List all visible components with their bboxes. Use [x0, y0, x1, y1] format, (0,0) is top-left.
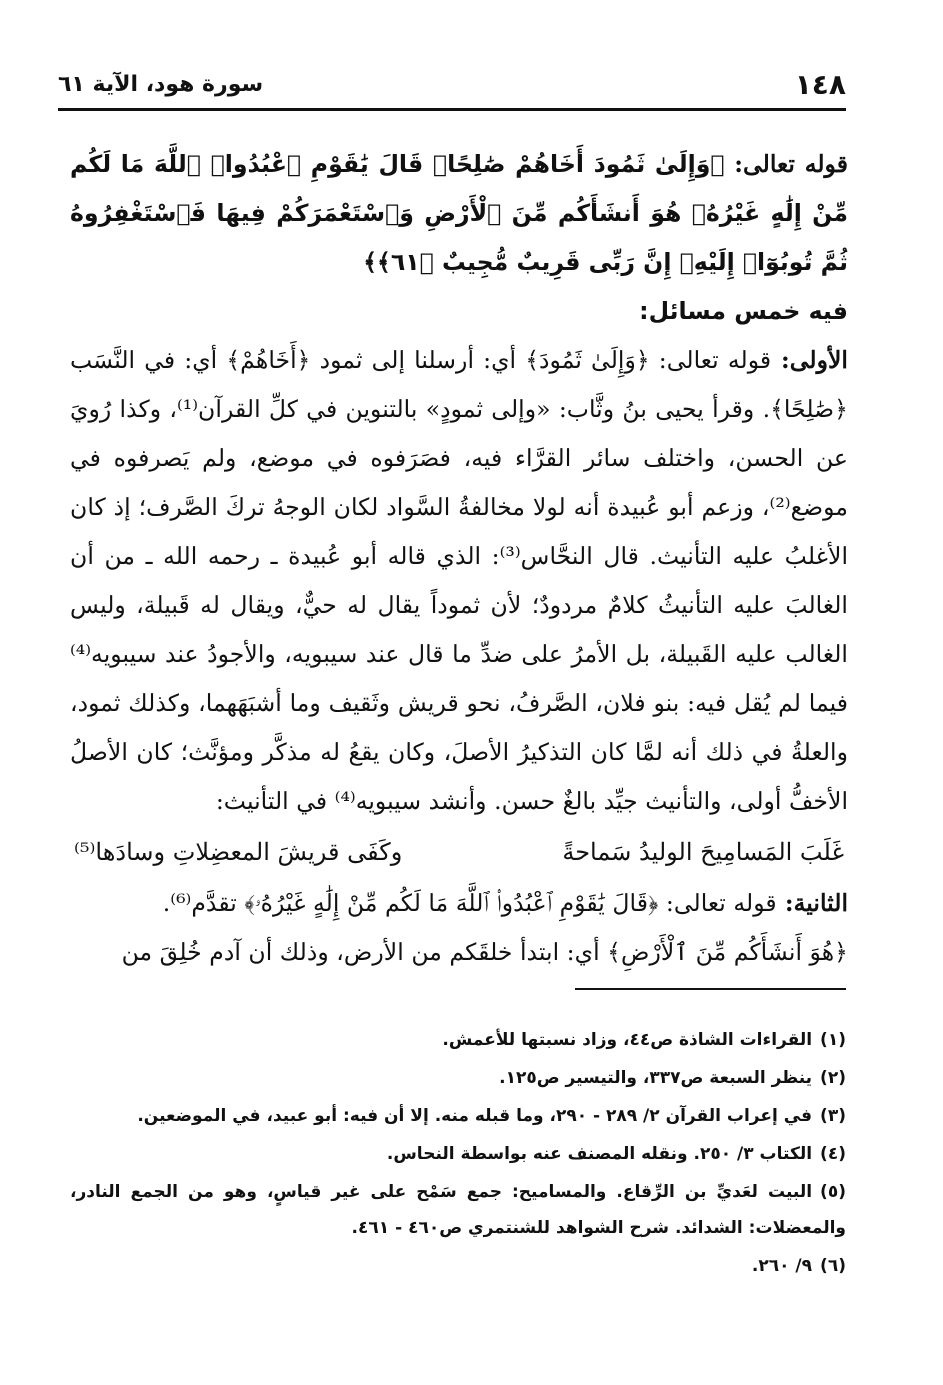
poetry-first-hemistich: غَلَبَ المَسامِيحَ الوليدُ سَماحةً — [562, 838, 844, 866]
third-paragraph-text: ﴿هُوَ أَنشَأَكُم مِّنَ ٱلْأَرْضِ﴾ أي: ابتدأ خلقَكم من الأرض، وذلك أن آدم خُلِقَ من — [121, 938, 848, 966]
footnote-text: الكتاب ٣/ ٢٥٠. ونقله المصنف عنه بواسطة النحاس. — [386, 1144, 813, 1164]
main-text — [70, 140, 848, 977]
second-issue-text: قوله تعالى: ﴿قَالَ يَٰقَوْمِ ٱعْبُدُوا۟ ٱللَّهَ مَا لَكُم مِّنْ إِلَٰهٍ غَيْرُهُۥ﴾ تقدَّم⁽⁶⁾. — [162, 889, 777, 917]
verse-paragraph — [70, 140, 848, 287]
footnote-number: (٤) — [820, 1144, 846, 1164]
first-issue-paragraph — [70, 336, 848, 826]
footnote-2 — [70, 1060, 846, 1096]
quran-verse: ﴿وَإِلَىٰ ثَمُودَ أَخَاهُمْ صَٰلِحًاۚ قَالَ يَٰقَوْمِ ٱعْبُدُوا۟ ٱللَّهَ مَا لَكُم مِّنْ إِلَٰهٍ غَيْرُهُۥ هُوَ أَنشَأَكُم مِّنَ ٱلْأَرْضِ وَٱسْتَعْمَرَكُمْ فِيهَا فَٱسْتَغْفِرُوهُ ثُمَّ تُوبُوٓا۟ إِلَيْهِۚ إِنَّ رَبِّى قَرِيبٌ مُّجِيبٌ ﴿٦١﴾﴾ — [70, 150, 848, 276]
issues-heading: فيه خمس مسائل: — [639, 297, 848, 325]
page-number: ١٤٨ — [794, 67, 846, 101]
footnote-number: (٦) — [820, 1256, 846, 1276]
verse-label: قوله تعالى: — [724, 150, 848, 178]
second-issue-label: الثانية: — [776, 889, 848, 917]
footnote-text: في إعراب القرآن ٢/ ٢٨٩ - ٢٩٠، وما قبله منه. إلا أن فيه: أبو عبيد، في الموضعين. — [137, 1106, 813, 1126]
footnote-6 — [70, 1248, 846, 1284]
footnote-text: ينظر السبعة ص٣٣٧، والتيسير ص١٢٥. — [499, 1068, 813, 1088]
footnote-number: (١) — [820, 1030, 846, 1050]
footnote-text: ٩/ ٢٦٠. — [751, 1256, 813, 1276]
footnote-separator — [575, 988, 846, 990]
footnote-number: (٥) — [820, 1182, 846, 1202]
poetry-second-hemistich: وكَفَى قريشَ المعضِلاتِ وسادَها⁽⁵⁾ — [74, 838, 403, 866]
page-header — [58, 62, 846, 106]
footnote-1 — [70, 1022, 846, 1058]
footnote-number: (٢) — [820, 1068, 846, 1088]
footnotes — [70, 1022, 846, 1286]
footnote-3 — [70, 1098, 846, 1134]
first-issue-label: الأولى: — [771, 346, 848, 374]
footnote-4 — [70, 1136, 846, 1172]
poetry-verse — [70, 828, 848, 877]
header-rule — [58, 108, 846, 111]
footnote-5 — [70, 1174, 846, 1246]
footnote-number: (٣) — [820, 1106, 846, 1126]
first-issue-text: قوله تعالى: ﴿وَإِلَىٰ ثَمُودَ﴾ أي: أرسلنا إلى ثمود ﴿أَخَاهُمْ﴾ أي: في النَّسَب ﴿صَٰلِحًا﴾. وقرأ يحيى بنُ وثَّاب: «وإلى ثمودٍ» بالتنوين في كلِّ القرآن⁽¹⁾، وكذا رُويَ عن الحسن، واختلف سائر القرَّاء فيه، فصَرَفوه في موضع، ولم يَصرفوه في موضع⁽²⁾، وزعم أبو عُبيدة أنه لولا مخالفةُ السَّواد لكان الوجهُ تركَ الصَّرف؛ إذ كان الأغلبُ عليه التأنيث. قال النحَّاس⁽³⁾: الذي قاله أبو عُبيدة ـ رحمه الله ـ من أن الغالبَ عليه التأنيثُ كلامٌ مردودٌ؛ لأن ثموداً يقال له حيٌّ، ويقال له قَبيلة، وليس الغالب عليه القَبيلة، بل الأمرُ على ضدِّ ما قال عند سيبويه، والأجودُ عند سيبويه⁽⁴⁾ فيما لم يُقل فيه: بنو فلان، الصَّرفُ، نحو قريش وثَقيف وما أشبَهَهما، وكذلك ثمود، والعلةُ في ذلك أنه لمَّا كان التذكيرُ الأصلَ، وكان يقعُ له مذكَّر ومؤنَّث؛ كان الأصلُ الأخفُّ أولى، والتأنيث جيِّد بالغٌ حسن. وأنشد سيبويه⁽⁴⁾ في التأنيث: — [70, 346, 849, 815]
footnote-text: البيت لعَديِّ بن الرِّقاع. والمساميح: جمع سَمْح على غير قياسٍ، وهو من الجمع النادر، والمعضلات: الشدائد. شرح الشواهد للشنتمري ص٤٦٠ - ٤٦١. — [70, 1182, 846, 1238]
third-paragraph — [70, 928, 848, 977]
chapter-title: سورة هود، الآية ٦١ — [58, 71, 264, 97]
second-issue-paragraph — [70, 879, 848, 928]
footnote-text: القراءات الشاذة ص٤٤، وزاد نسبتها للأعمش. — [442, 1030, 813, 1050]
